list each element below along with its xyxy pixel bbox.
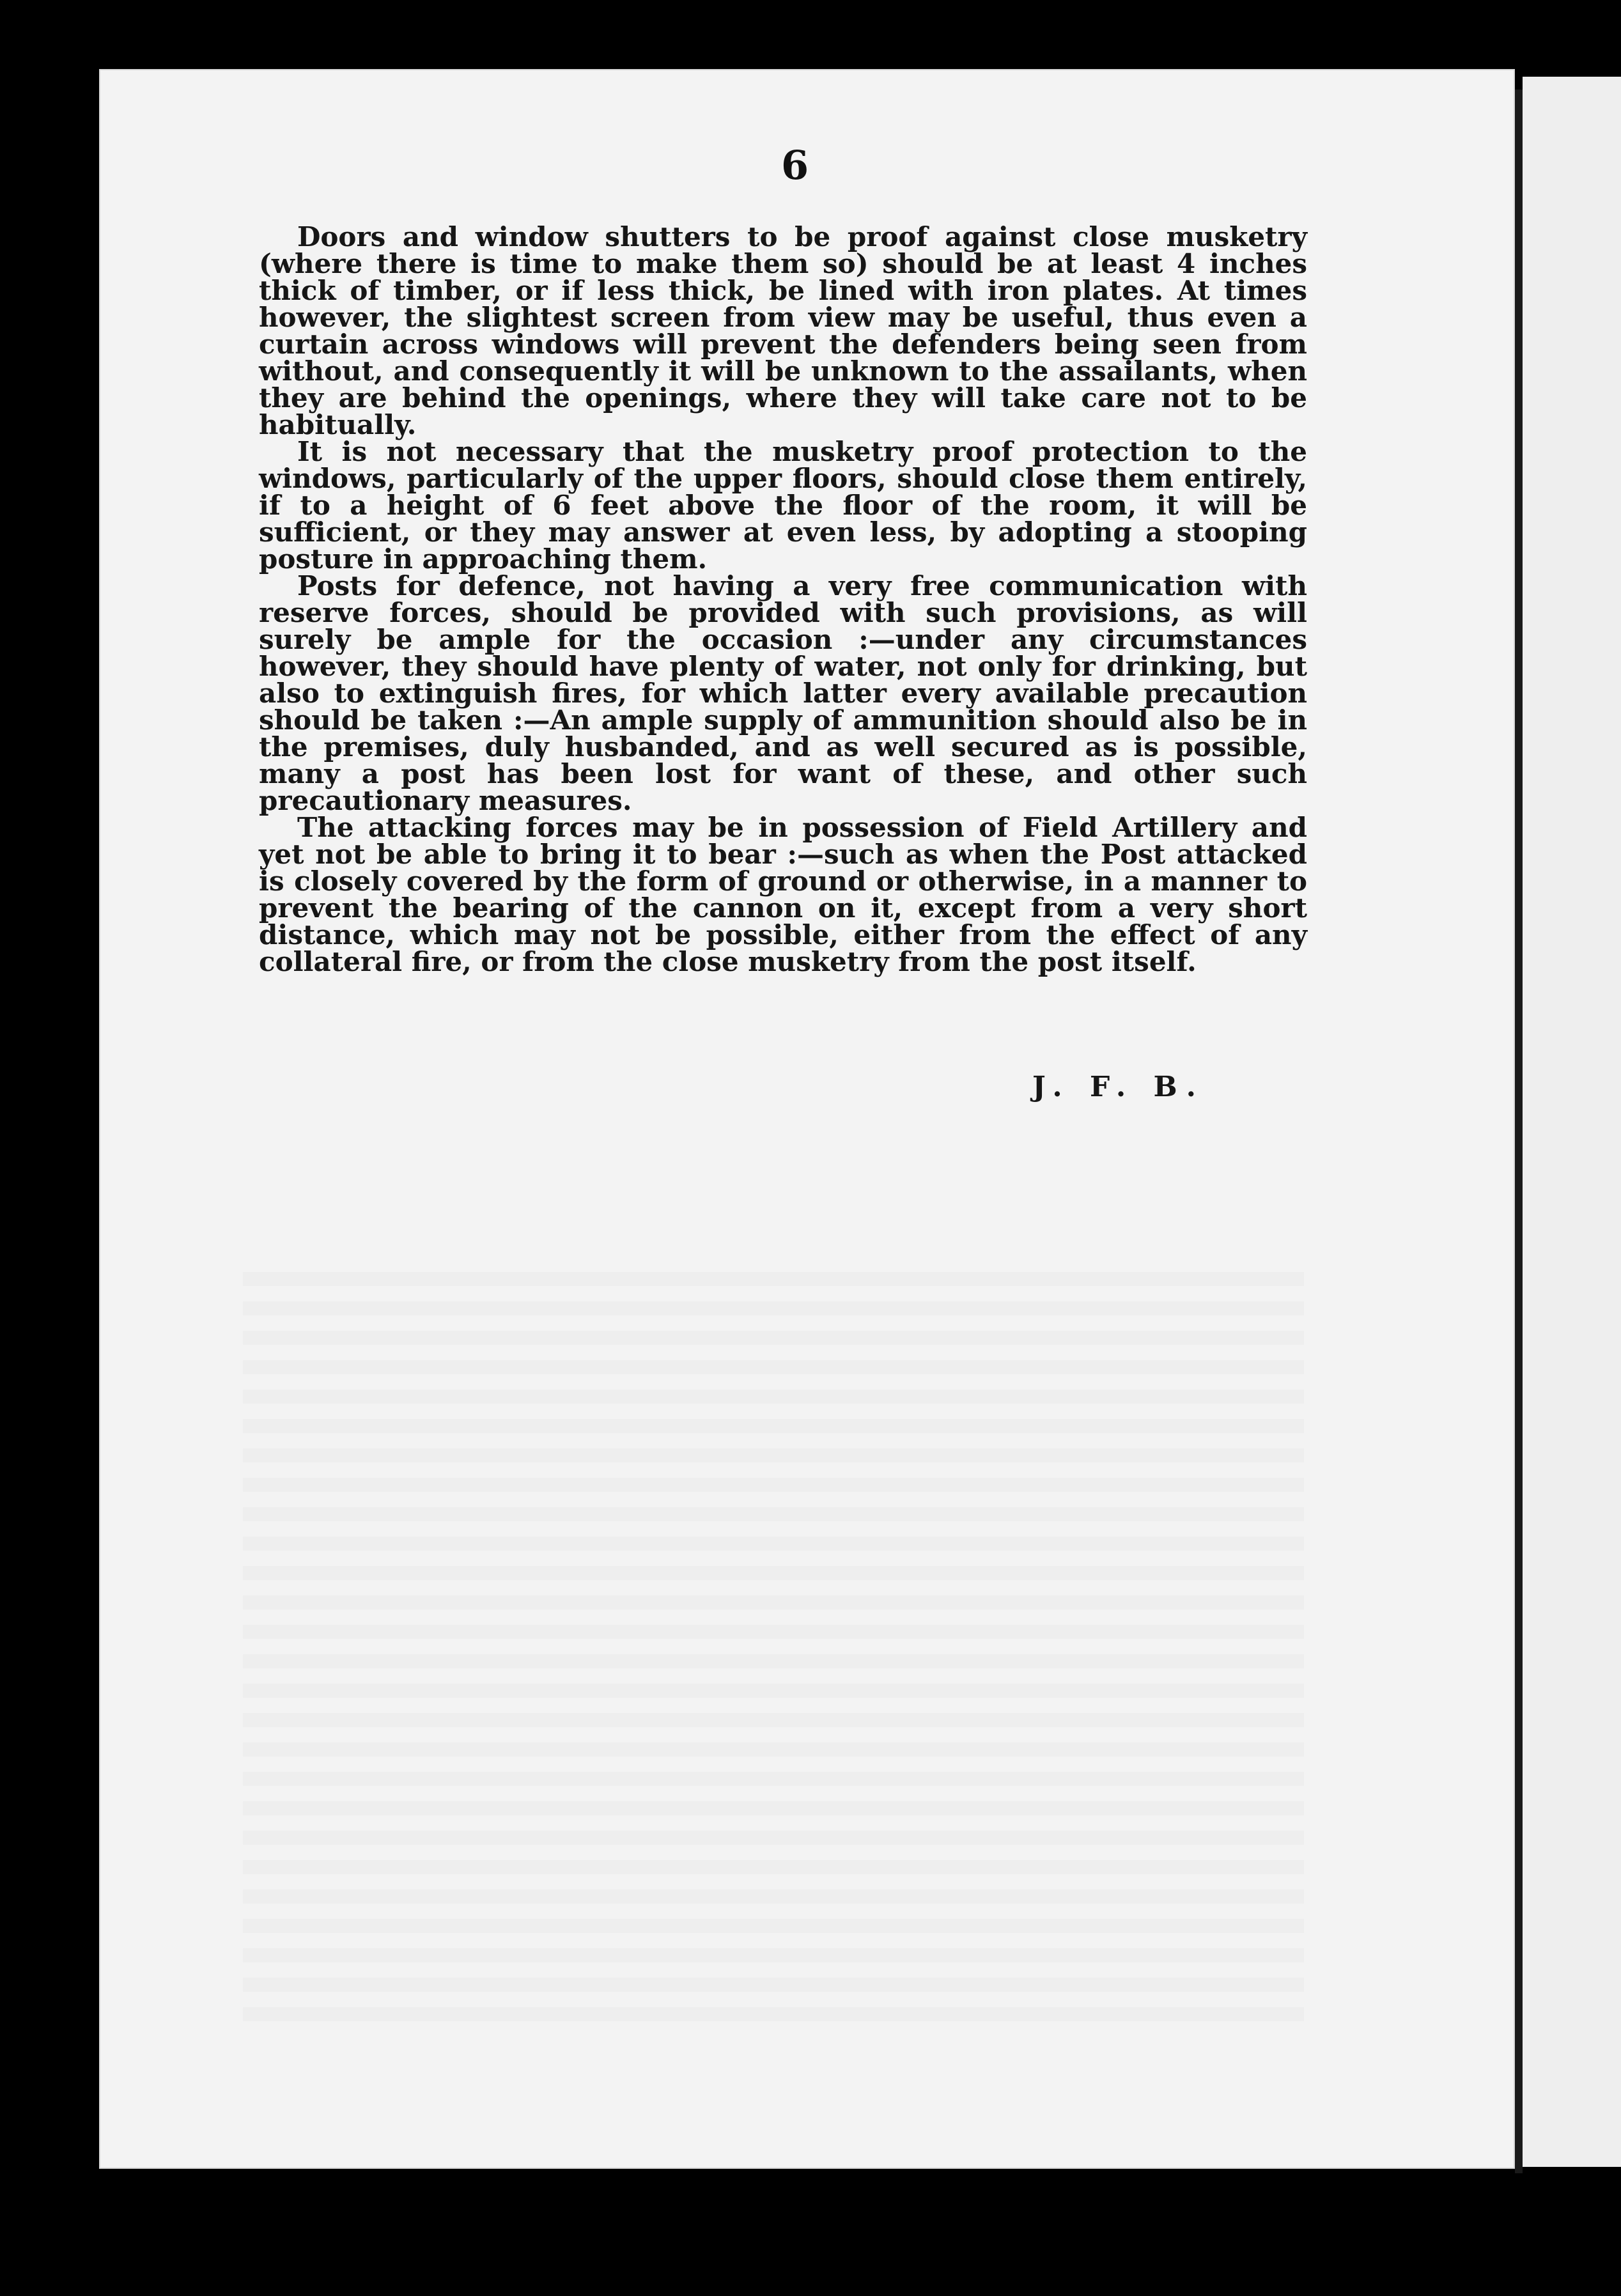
page-number: 6	[781, 142, 809, 189]
body-text	[259, 221, 1307, 977]
reverse-side-bleed-through	[243, 1272, 1304, 2026]
signature-initials: J. F. B.	[1032, 1071, 1205, 1103]
paragraph: It is not necessary that the musketry proof protection to the windows, particularly of the upper floors, should close them entirely, if to a height of 6 feet above the floor of the room, it will be sufficient, or they may answer at even less, by adopting a stooping posture in approaching them.	[259, 436, 1307, 575]
paragraph: Doors and window shutters to be proof against close musketry (where there is time to make them so) should be at least 4 inches thick of timber, or if less thick, be lined with iron plates. At times however, the slightest screen from view may be useful, thus even a curtain across windows will prevent the defenders being seen from without, and consequently it will be unknown to the assailants, when they are behind the openings, where they will take care not to be habitually.	[259, 221, 1307, 440]
page-edge-shadow	[1515, 89, 1523, 2173]
paragraph: Posts for defence, not having a very free communication with reserve forces, should be provided with such provisions, as will surely be ample for the occasion :—under any circumstances however, they should have plenty of water, not only for drinking, but also to extinguish fires, for which latter every available precaution should be taken :—An ample supply of ammunition should also be in the premises, duly husbanded, and as well secured as is possible, many a post has been lost for want of these, and other such precautionary measures.	[259, 570, 1307, 816]
facing-page-sliver	[1523, 77, 1621, 2167]
paragraph: The attacking forces may be in possession of Field Artillery and yet not be able to bring it to bear :—such as when the Post attacked is closely covered by the form of ground or otherwise, in a manner to prevent the bearing of the cannon on it, except from a very short distance, which may not be possible, either from the effect of any collateral fire, or from the close musketry from the post itself.	[259, 812, 1307, 977]
